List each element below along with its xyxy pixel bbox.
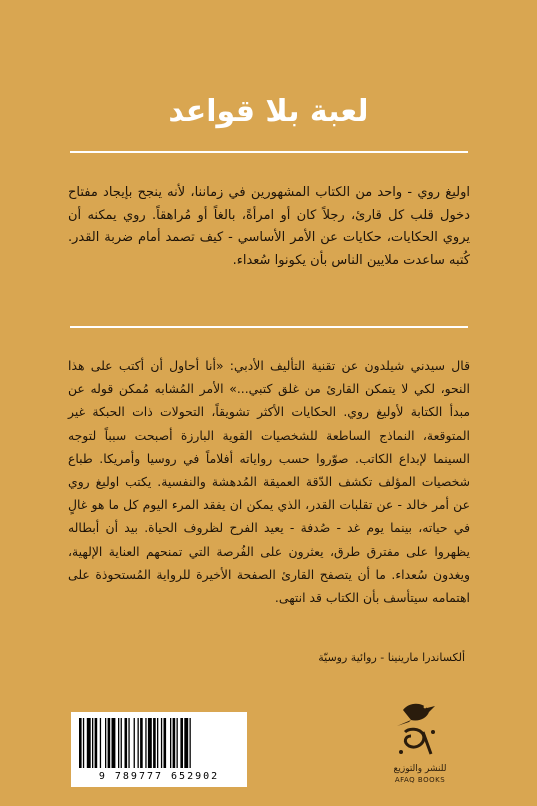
middle-divider bbox=[70, 326, 468, 328]
review-paragraph: قال سيدني شيلدون عن تقنية التأليف الأدبي: «أنا أحاول أن أكتب على هذا النحو، لكي لا يتمكن القارئ من غلق كتبي...» الأمر المُشابه مُمكن قوله عن مبدأ الكتابة لأوليغ روي. الحكايات الأكثر تشويقاً، التحولات ذات الحبكة غير المتوقعة، النماذج الساطعة للشخصيات القوية البارزة أصبحت سبباً لتوجه السينما لإبداع الكاتب. صوّروا حسب رواياته أفلاماً في روسيا وأمريكا. طباع شخصيات المؤلف تكشف الدّقة العميقة المُدهشة والنفسية. يكتب اوليغ روي عن أمر خالد - عن تقلبات القدر، الذي يمكن ان يفقد المرء اليوم كل ما هو غالٍ في حياته، بينما يوم غد - صُدفة - يعيد الفرح لظروف الحياة. بيد أن أبطاله يظهروا على مفترق طرق، يعثرون على الفُرصة التي تمنحهم العناية الإلهية، ويغدون سُعداء. ما أن يتصفح القارئ الصفحة الأخيرة للرواية المُستحوذة على اهتمامه سيتأسف بأن الكتاب قد انتهى. bbox=[68, 358, 470, 606]
publisher-name-ar: للنشر والتوزيع bbox=[393, 764, 447, 774]
bird-logo-icon bbox=[375, 692, 465, 764]
publisher-name-en: AFAQ BOOKS bbox=[394, 776, 446, 784]
barcode bbox=[71, 712, 247, 787]
book-title: لعبة بلا قواعد bbox=[168, 94, 369, 129]
barcode-bars bbox=[79, 718, 239, 770]
review-credit: ألكساندرا مارينينا - روائية روسيّة bbox=[318, 651, 465, 664]
barcode-digits: 9 789777 652902 bbox=[98, 771, 220, 782]
blurb-paragraph: اوليغ روي - واحد من الكتاب المشهورين في زماننا، لأنه ينجح بإيجاد مفتاح دخول قلب كل قارئ، رجلاً كان أو امرأةً، بالغاً أو مُراهقاً. روي يمكنه أن يروي الحكايات، حكايات عن الأمر الأساسي - كيف تصمد أمام ضربة القدر. كُتبه ساعدت ملايين الناس بأن يكونوا سُعداء. bbox=[68, 185, 470, 268]
publisher-logo bbox=[375, 692, 465, 792]
top-divider bbox=[70, 151, 468, 153]
